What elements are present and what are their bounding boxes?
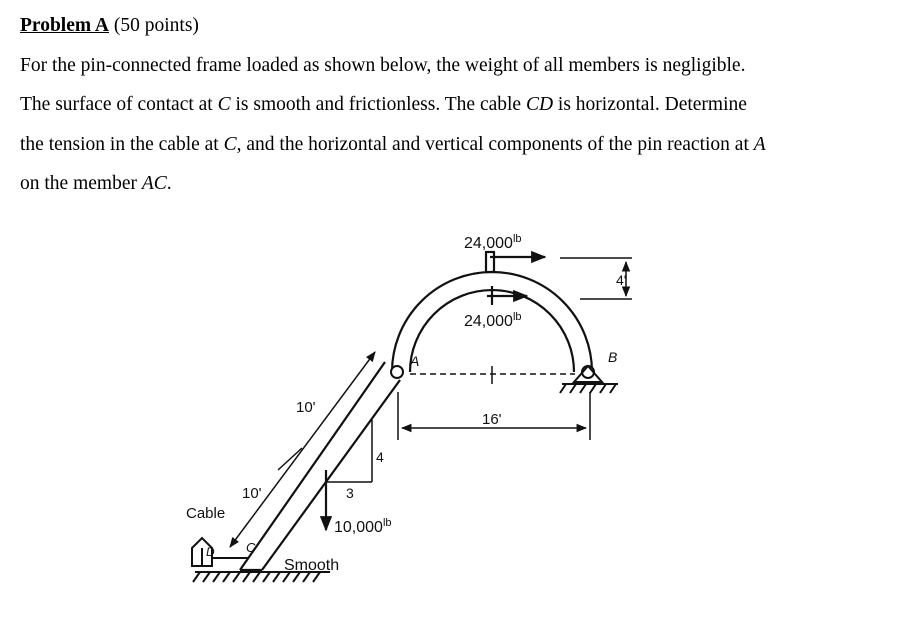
load-down-label: $10,000^{lb}$ (334, 517, 392, 536)
pin-a (391, 366, 403, 378)
problem-text-2e: is horizontal. Determine (553, 94, 747, 115)
problem-points: (50 points) (113, 15, 199, 36)
problem-line-2 (20, 85, 910, 125)
dim-lower-label: 10' (242, 485, 262, 502)
cable-label: Cable (186, 505, 226, 522)
problem-text-4a: on the member (20, 173, 142, 194)
label-a: A (410, 353, 420, 369)
frame-diagram (180, 222, 640, 612)
problem-statement (20, 6, 910, 204)
problem-line-3 (20, 125, 910, 165)
problem-text-1: For the pin-connected frame loaded as shown below, the weight of all members is negligible. (20, 54, 746, 76)
problem-text-3b: C (223, 133, 237, 155)
problem-text-2c: is smooth and frictionless. The cable (230, 94, 526, 115)
load-mid-arrow (487, 286, 527, 305)
problem-text-2b: C (217, 94, 231, 115)
problem-line-4 (20, 164, 910, 204)
load-top-label: $24,000^{lb}$ (464, 233, 522, 252)
label-d: D (206, 545, 215, 559)
problem-text-3a: the tension in the cable at (20, 133, 224, 155)
problem-title: Problem A (20, 15, 110, 36)
smooth-label: Smooth (284, 557, 340, 574)
label-c: C (246, 540, 256, 555)
dim-upper-lower (230, 352, 375, 547)
problem-line-1 (20, 46, 910, 86)
dim-upper-label: 10' (296, 399, 316, 416)
load-top-arrow (486, 252, 545, 272)
problem-text-4c: . (166, 173, 172, 194)
member-ac (240, 362, 400, 570)
dim-span-label: 16' (482, 411, 502, 428)
slope-run-label: 3 (346, 485, 354, 501)
problem-text-2d: CD (525, 94, 554, 115)
slope-rise-label: 4 (376, 449, 384, 465)
problem-text-3c: , and the horizontal and vertical components of the pin reaction at (236, 133, 754, 155)
problem-heading (20, 6, 910, 46)
label-b: B (608, 349, 618, 365)
problem-text-4b: AC (141, 173, 167, 194)
problem-text-2a: The surface of contact at (20, 94, 218, 115)
dim-height-label: 4' (616, 272, 627, 288)
load-mid-label: $24,000^{lb}$ (464, 311, 522, 330)
support-d (192, 538, 248, 566)
problem-text-3d: A (753, 133, 766, 155)
